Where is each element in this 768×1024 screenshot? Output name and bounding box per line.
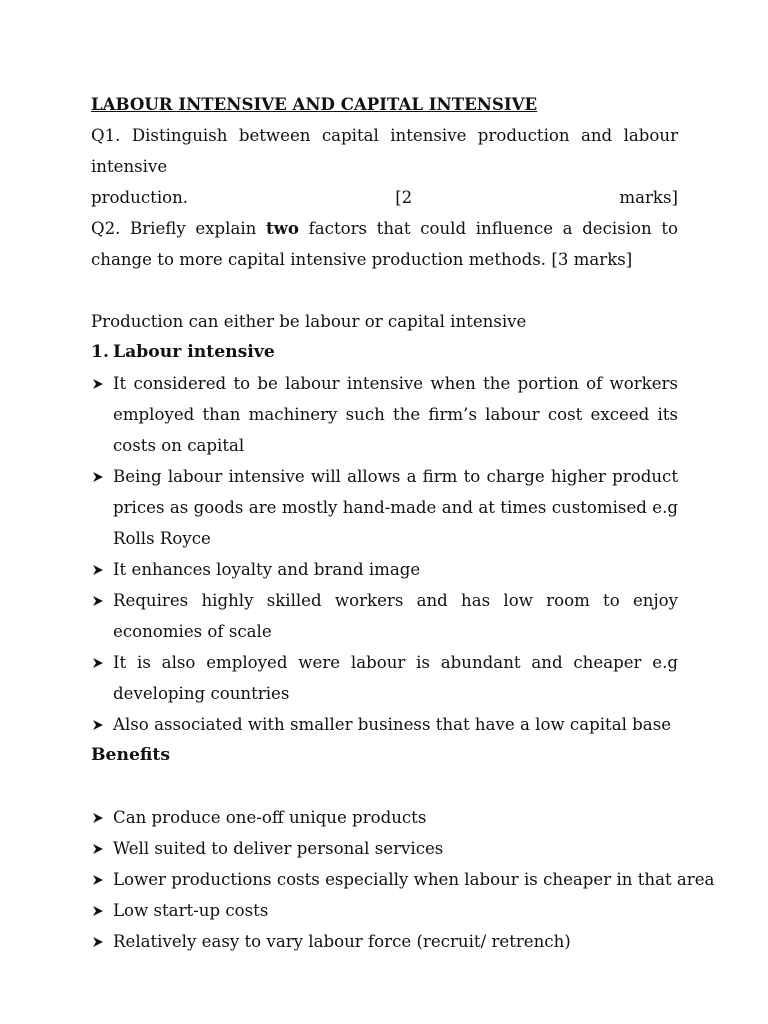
- intro-text: Production can either be labour or capital intensive: [91, 312, 527, 331]
- question-2-text-start: Q2. Briefly explain: [91, 219, 266, 238]
- question-1-marks-close: marks]: [619, 188, 678, 207]
- list-item: [91, 833, 678, 864]
- labour-intensive-list: [91, 368, 678, 740]
- list-item-text: It enhances loyalty and brand image: [113, 560, 421, 579]
- arrowhead-bullet-icon: [92, 554, 106, 585]
- list-item-text: Lower productions costs especially when labour is cheaper in that area: [113, 870, 715, 889]
- list-item: [91, 926, 678, 957]
- list-item-text: Also associated with smaller business that have a low capital base: [113, 715, 672, 734]
- list-item: [91, 647, 678, 709]
- section-heading-labour-intensive: [91, 337, 678, 368]
- list-item-text: It considered to be labour intensive when the portion of workers employed than machinery such the firm’s labour cost exceed its costs on capital: [113, 374, 678, 455]
- list-item-text: Can produce one-off unique products: [113, 808, 427, 827]
- question-1-word: production.: [91, 188, 189, 207]
- arrowhead-bullet-icon: [92, 802, 106, 833]
- list-item-text: Being labour intensive will allows a firm to charge higher product prices as goods are mostly hand-made and at times customised e.g Rolls Royce: [113, 467, 678, 548]
- section-number: 1.: [91, 342, 109, 362]
- question-1-line-2: [91, 182, 678, 213]
- arrowhead-bullet-icon: [92, 709, 106, 740]
- list-item: [91, 554, 678, 585]
- question-2-bold-word: two: [265, 218, 299, 238]
- arrowhead-bullet-icon: [92, 647, 106, 678]
- list-item-text: It is also employed were labour is abundant and cheaper e.g developing countries: [113, 653, 678, 703]
- list-item: [91, 461, 678, 554]
- list-item-text: Well suited to deliver personal services: [113, 839, 444, 858]
- list-item: [91, 368, 678, 461]
- list-item: [91, 802, 678, 833]
- arrowhead-bullet-icon: [92, 585, 106, 616]
- benefits-heading: Benefits: [91, 745, 171, 765]
- list-item-text: Requires highly skilled workers and has low room to enjoy economies of scale: [113, 591, 678, 641]
- question-2-text-end: factors that could influence a decision to change to more capital intensive production methods. [3 marks]: [91, 219, 679, 269]
- list-item: [91, 709, 678, 740]
- list-item: [91, 864, 715, 895]
- arrowhead-bullet-icon: [92, 461, 106, 492]
- question-1: [91, 120, 678, 213]
- question-2: [91, 213, 678, 275]
- arrowhead-bullet-icon: [92, 368, 106, 399]
- question-1-line-1: Q1. Distinguish between capital intensive production and labour intensive: [91, 126, 678, 176]
- section-heading-text: Labour intensive: [113, 342, 275, 362]
- arrowhead-bullet-icon: [92, 926, 106, 957]
- page-title: LABOUR INTENSIVE AND CAPITAL INTENSIVE: [91, 94, 538, 114]
- question-1-marks-open: [2: [395, 188, 413, 207]
- list-item-text: Low start-up costs: [113, 901, 269, 920]
- document-body: [91, 89, 715, 957]
- spacer: [91, 771, 678, 802]
- benefits-list: [91, 802, 715, 957]
- list-item-text: Relatively easy to vary labour force (recruit/ retrench): [113, 932, 571, 951]
- spacer: [91, 275, 678, 306]
- list-item: [91, 585, 678, 647]
- arrowhead-bullet-icon: [92, 895, 106, 926]
- list-item: [91, 895, 678, 926]
- arrowhead-bullet-icon: [92, 864, 106, 895]
- arrowhead-bullet-icon: [92, 833, 106, 864]
